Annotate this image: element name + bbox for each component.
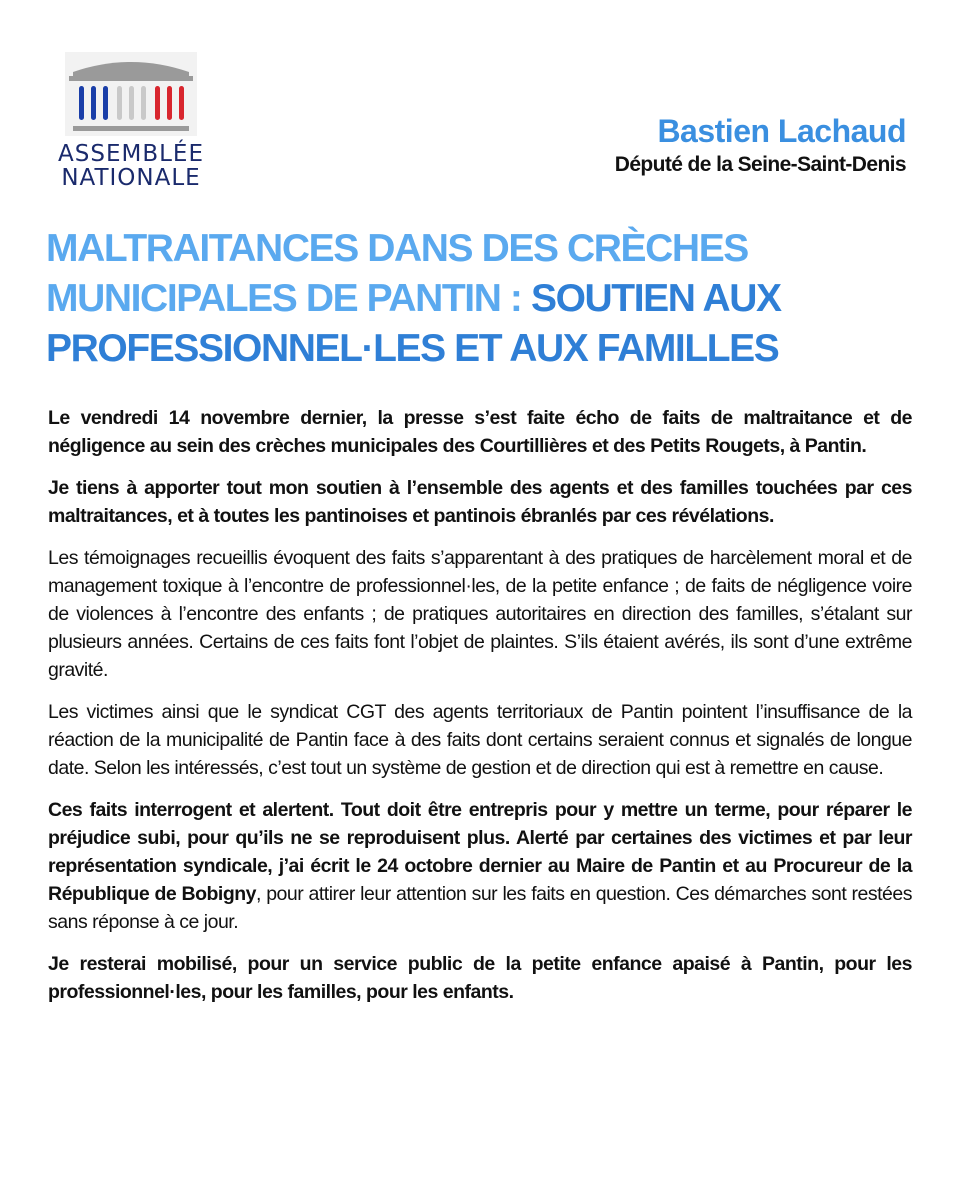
paragraph-1: Le vendredi 14 novembre dernier, la presse s’est faite écho de faits de maltraitance et de négligence au sein des crèches municipales des Courtillières et des Petits Rougets, à Pantin. [48, 407, 912, 457]
author-block [615, 112, 906, 180]
paragraph-5 [48, 796, 912, 936]
title-part-2: SOUTIEN AUX PROFESSIONNEL·LES ET AUX FAMILLES [46, 277, 781, 370]
hemicycle-icon [61, 50, 201, 138]
paragraph-3: Les témoignages recueillis évoquent des faits s’apparentant à des pratiques de harcèlement moral et de management toxique à l’encontre de professionnel·les, de la petite enfance ; de faits de négligence voire de violences à l’encontre des enfants ; de pratiques autoritaires en direction des familles, s’étalant sur plusieurs années. Certains de ces faits font l’objet de plaintes. S’ils étaient avérés, ils sont d’une extrême gravité. [48, 547, 912, 681]
author-name: Bastien Lachaud [657, 113, 906, 149]
page-title [46, 224, 916, 374]
logo-text-line2: NATIONALE [61, 165, 201, 191]
paragraph-5-bold: Ces faits interrogent et alertent. Tout doit être entrepris pour y mettre un terme, pour réparer le préjudice subi, pour qu’ils ne se reproduisent plus. Alerté par certaines des victimes et par leur représentation syndicale, j’ai écrit le 24 octobre dernier au Maire de Pantin et au Procureur de la République de Bobigny [48, 799, 912, 905]
paragraph-4: Les victimes ainsi que le syndicat CGT des agents territoriaux de Pantin pointent l’insuffisance de la réaction de la municipalité de Pantin face à des faits dont certains seraient connus et signalés de longue date. Selon les intéressés, c’est tout un système de gestion et de direction qui est à remettre en cause. [48, 701, 912, 779]
paragraph-5-regular: , pour attirer leur attention sur les faits en question. Ces démarches sont restées sans réponse à ce jour. [48, 883, 912, 933]
assemblee-nationale-logo [52, 50, 210, 194]
paragraph-2: Je tiens à apporter tout mon soutien à l’ensemble des agents et des familles touchées par ces maltraitances, et à toutes les pantinoises et pantinois ébranlés par ces révélations. [48, 477, 912, 527]
logo-text-line1: ASSEMBLÉE [58, 141, 204, 167]
author-role: Député de la Seine-Saint-Denis [614, 153, 906, 176]
press-release-body [48, 404, 912, 1020]
title-part-1: MALTRAITANCES DANS DES CRÈCHES MUNICIPALES DE PANTIN : [46, 227, 748, 320]
paragraph-6: Je resterai mobilisé, pour un service public de la petite enfance apaisé à Pantin, pour les professionnel·les, pour les familles, pour les enfants. [48, 953, 912, 1003]
